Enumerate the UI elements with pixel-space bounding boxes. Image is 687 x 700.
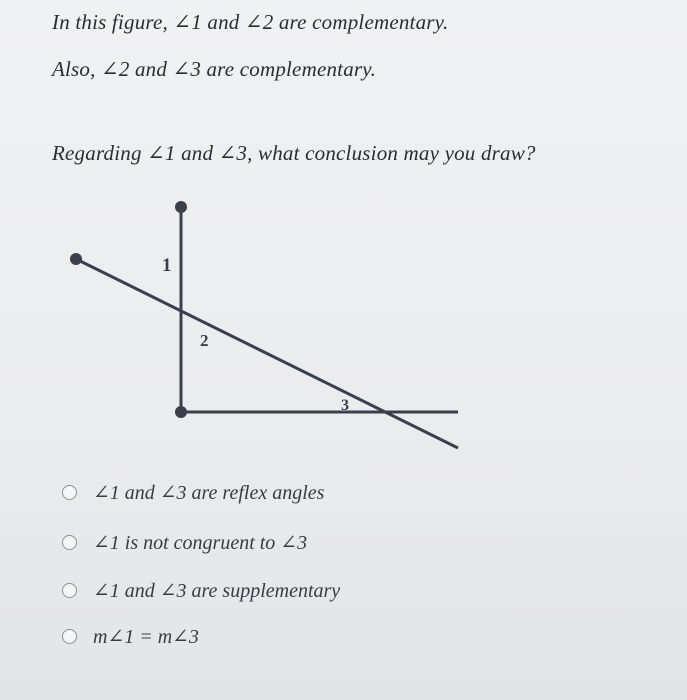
radio-button[interactable] xyxy=(62,535,77,550)
left-endpoint xyxy=(70,253,82,265)
radio-button[interactable] xyxy=(62,485,77,500)
question-line-1: In this figure, ∠1 and ∠2 are complementary. xyxy=(52,10,449,34)
question-line-2: Also, ∠2 and ∠3 are complementary. xyxy=(52,57,377,81)
transversal-line xyxy=(76,259,458,448)
angle-2-label: 2 xyxy=(200,331,209,350)
choice-reflex-angles[interactable] xyxy=(62,480,324,505)
choice-label: ∠1 and ∠3 are reflex angles xyxy=(93,482,325,504)
choice-label: ∠1 and ∠3 are supplementary xyxy=(93,580,341,602)
top-endpoint xyxy=(175,201,187,213)
choice-equal-measure[interactable] xyxy=(62,624,199,649)
choice-supplementary[interactable] xyxy=(62,578,340,603)
angle-1-label: 1 xyxy=(162,255,172,276)
vertex-endpoint xyxy=(175,406,187,418)
choice-label: m∠1 = m∠3 xyxy=(93,626,199,648)
angle-3-label: 3 xyxy=(341,397,349,414)
choice-not-congruent[interactable] xyxy=(62,530,307,555)
radio-button[interactable] xyxy=(62,629,77,644)
question-prompt: Regarding ∠1 and ∠3, what conclusion may you draw? xyxy=(52,141,536,165)
choice-label: ∠1 is not congruent to ∠3 xyxy=(93,532,308,554)
radio-button[interactable] xyxy=(62,583,77,598)
